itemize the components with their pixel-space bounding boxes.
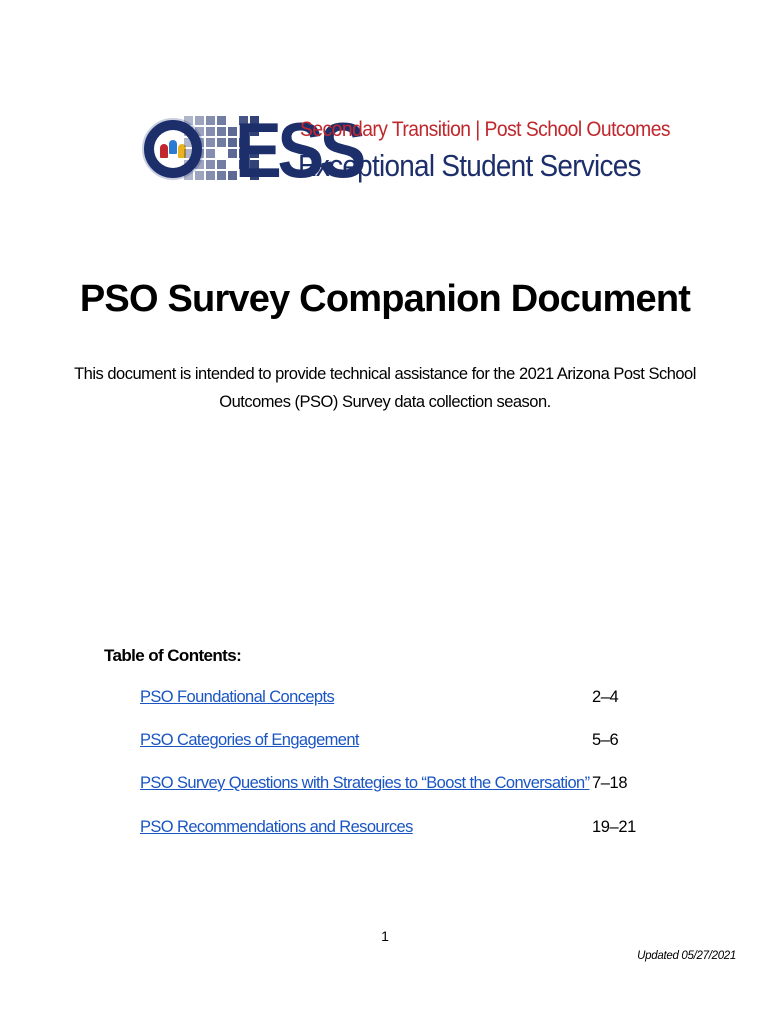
toc-page-range: 5–6	[592, 731, 619, 749]
logo-program-name: Secondary Transition | Post School Outcomes	[300, 118, 671, 141]
toc-page-range: 2–4	[592, 688, 619, 706]
toc-entry	[0, 818, 770, 842]
toc-page-range: 7–18	[592, 774, 628, 792]
logo-department-name: Exceptional Student Services	[298, 148, 641, 183]
document-title: PSO Survey Companion Document	[79, 278, 691, 320]
page-number: 1	[381, 928, 389, 944]
toc-heading: Table of Contents:	[104, 646, 242, 665]
intro-paragraph: This document is intended to provide technical assistance for the 2021 Arizona Post School Outcomes (PSO) Survey data collection season.	[74, 365, 696, 411]
toc-page-range: 19–21	[592, 818, 636, 836]
toc-link-survey-questions[interactable]: PSO Survey Questions with Strategies to “Boost the Conversation”	[140, 774, 590, 792]
toc-link-foundational-concepts[interactable]: PSO Foundational Concepts	[140, 688, 335, 706]
toc-link-recommendations-resources[interactable]: PSO Recommendations and Resources	[140, 818, 413, 836]
updated-date: Updated 05/27/2021	[637, 950, 736, 962]
toc-link-categories-of-engagement[interactable]: PSO Categories of Engagement	[140, 731, 359, 749]
logo-abbreviation: ESS	[235, 106, 362, 194]
toc-entry	[0, 731, 770, 755]
ess-logo	[140, 106, 671, 194]
toc-entry	[0, 688, 770, 712]
toc-entry	[0, 774, 770, 798]
